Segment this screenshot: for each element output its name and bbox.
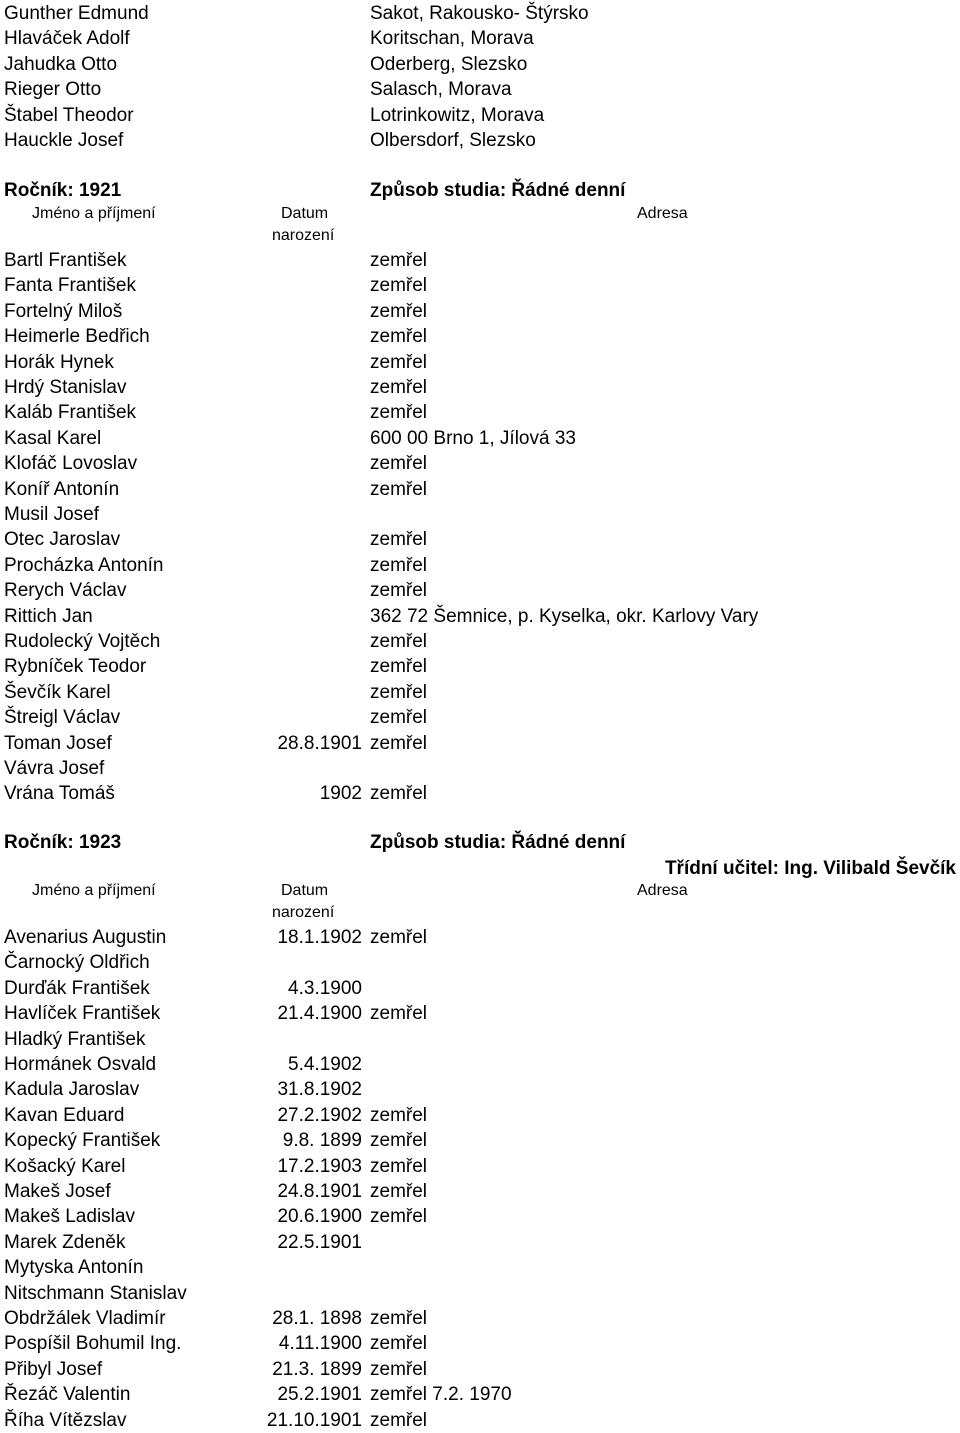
table-row [0,375,960,400]
address-or-status: zemřel [370,529,428,551]
student-name: Marek Zdeněk [4,1231,126,1253]
student-name: Rudolecký Vojtěch [4,631,161,652]
student-name: Řezáč Valentin [4,1384,131,1406]
student-name: Rittich Jan [4,605,93,627]
table-row [0,128,960,153]
table-row [0,77,960,102]
table-row [0,1281,960,1306]
table-row [0,1408,960,1433]
table-row [0,1255,960,1280]
birth-date: 9.8. 1899 [282,1130,362,1152]
header-date-1921: Datum [281,205,329,222]
table-row [0,553,960,578]
student-name: Fortelný Miloš [4,300,123,322]
birth-date: 21.3. 1899 [272,1358,362,1380]
birth-date: 18.1.1902 [277,927,362,948]
birth-date: 4.11.1900 [278,1333,362,1355]
table-row [0,1331,960,1356]
student-name: Jahudka Otto [4,53,118,75]
address-or-status: zemřel [370,681,428,703]
address-or-status: 600 00 Brno 1, Jílová 33 [370,427,576,449]
birth-date: 22.5.1901 [277,1231,362,1253]
table-row [0,103,960,128]
address-or-status: zemřel [370,1104,428,1126]
birth-date: 27.2.1902 [277,1104,362,1126]
student-name: Hlaváček Adolf [4,28,130,50]
table-row [0,248,960,273]
table-row [0,527,960,552]
address-or-status: zemřel [370,250,428,271]
table-row [0,52,960,77]
student-name: Klofáč Lovoslav [4,453,138,475]
student-name: Štreigl Václav [4,707,121,729]
student-name: Kopecký František [4,1130,161,1152]
student-name: Gunther Edmund [4,3,149,24]
table-row [0,502,960,527]
student-name: Koníř Antonín [4,478,120,500]
table-row [0,451,960,476]
table-row [0,976,960,1001]
address-or-status: zemřel [370,580,428,602]
table-row [0,1154,960,1179]
table-row [0,324,960,349]
address-or-status: Olbersdorf, Slezsko [370,130,536,151]
table-row [0,1204,960,1229]
address-or-status: zemřel [370,656,428,678]
birth-date: 25.2.1901 [277,1384,362,1406]
birth-date: 21.4.1900 [277,1003,362,1025]
address-or-status: zemřel [370,453,428,475]
table-row [0,578,960,603]
table-row [0,1077,960,1102]
table-row [0,705,960,730]
student-name: Avenarius Augustin [4,927,167,948]
address-or-status: zemřel [370,1358,428,1380]
student-name: Kavan Eduard [4,1104,125,1126]
student-name: Otec Jaroslav [4,529,121,551]
table-row [0,400,960,425]
address-or-status: 362 72 Šemnice, p. Kyselka, okr. Karlovy Vary [370,605,759,627]
birth-date: 28.1. 1898 [272,1308,362,1329]
birth-date: 31.8.1902 [277,1079,362,1101]
birth-date: 5.4.1902 [288,1054,362,1075]
student-name: Toman Josef [4,732,112,754]
table-row [0,680,960,705]
student-name: Hormánek Osvald [4,1054,157,1075]
student-name: Rieger Otto [4,79,102,101]
table-row [0,1357,960,1382]
student-name: Hauckle Josef [4,130,124,151]
class-teacher: Třídní učitel: Ing. Vilibald Ševčík [664,858,956,879]
address-or-status: zemřel [370,300,428,322]
address-or-status: Sakot, Rakousko- Štýrsko [370,3,589,24]
birth-date: 1902 [319,783,362,805]
address-or-status: zemřel [370,351,428,373]
student-name: Obdržálek Vladimír [4,1308,166,1329]
student-name: Kadula Jaroslav [4,1079,140,1101]
table-row [0,950,960,975]
address-or-status: zemřel [370,1155,428,1177]
header-date-sub-1923: narození [272,904,335,921]
study-mode-1923: Způsob studia: Řádné denní [370,832,626,853]
header-name-1923: Jméno a příjmení [32,882,156,899]
header-name-1921: Jméno a příjmení [32,205,156,222]
address-or-status: Lotrinkowitz, Morava [370,104,545,126]
header-date-1923: Datum [281,882,329,899]
table-row [0,477,960,502]
student-name: Havlíček František [4,1003,161,1025]
student-name: Říha Vítězslav [4,1409,127,1431]
table-row [0,781,960,806]
student-name: Rybníček Teodor [4,656,147,678]
address-or-status: Koritschan, Morava [370,28,534,50]
table-row [0,654,960,679]
birth-date: 21.10.1901 [266,1409,362,1431]
student-name: Hrdý Stanislav [4,377,127,398]
table-row [0,273,960,298]
student-name: Musil Josef [4,504,100,525]
table-row [0,426,960,451]
student-name: Štabel Theodor [4,104,134,126]
student-name: Pospíšil Bohumil Ing. [4,1333,182,1355]
address-or-status: zemřel [370,927,428,948]
address-or-status: zemřel [370,1206,428,1228]
header-date-sub-1921: narození [272,227,335,244]
student-name: Rerych Václav [4,580,127,602]
table-row [0,1230,960,1255]
table-row [0,756,960,781]
table-row [0,1052,960,1077]
birth-date: 24.8.1901 [277,1181,362,1202]
address-or-status: zemřel [370,402,428,424]
birth-date: 17.2.1903 [277,1155,362,1177]
student-name: Vrána Tomáš [4,783,115,805]
year-1921-label: Ročník: 1921 [4,180,122,201]
table-row [0,1027,960,1052]
student-name: Makeš Josef [4,1181,111,1202]
student-name: Makeš Ladislav [4,1206,135,1228]
student-name: Ševčík Karel [4,681,111,703]
table-row [0,1306,960,1331]
address-or-status: zemřel [370,707,428,729]
student-name: Procházka Antonín [4,554,164,576]
student-name: Horák Hynek [4,351,114,373]
address-or-status: zemřel [370,732,428,754]
address-or-status: zemřel [370,275,428,297]
address-or-status: zemřel [370,478,428,500]
table-row [0,731,960,756]
table-row [0,1382,960,1407]
table-row [0,26,960,51]
table-row [0,629,960,654]
table-row [0,1,960,26]
address-or-status: zemřel [370,1003,428,1025]
address-or-status: zemřel 7.2. 1970 [370,1384,512,1406]
table-row [0,1179,960,1204]
student-name: Durďák František [4,977,150,999]
birth-date: 20.6.1900 [277,1206,362,1228]
student-name: Přibyl Josef [4,1358,103,1380]
header-address-1923: Adresa [637,882,688,899]
table-row [0,1128,960,1153]
student-name: Nitschmann Stanislav [4,1282,187,1304]
student-name: Kasal Karel [4,427,102,449]
address-or-status: zemřel [370,1181,428,1202]
student-name: Fanta František [4,275,136,297]
address-or-status: zemřel [370,1130,428,1152]
student-name: Heimerle Bedřich [4,326,150,348]
birth-date: 28.8.1901 [277,732,362,754]
address-or-status: zemřel [370,631,428,652]
header-address-1921: Adresa [637,205,688,222]
table-row [0,299,960,324]
table-row [0,350,960,375]
address-or-status: Salasch, Morava [370,79,512,101]
study-mode-1921: Způsob studia: Řádné denní [370,180,626,201]
address-or-status: zemřel [370,1409,428,1431]
address-or-status: zemřel [370,783,428,805]
student-name: Vávra Josef [4,758,105,779]
table-row [0,1001,960,1026]
table-row [0,604,960,629]
student-name: Čarnocký Oldřich [4,952,150,974]
address-or-status: zemřel [370,377,428,398]
table-row [0,925,960,950]
student-name: Kaláb František [4,402,137,424]
address-or-status: Oderberg, Slezsko [370,53,528,75]
student-name: Bartl František [4,250,127,271]
student-name: Mytyska Antonín [4,1257,144,1279]
address-or-status: zemřel [370,554,428,576]
student-name: Hladký František [4,1028,146,1050]
address-or-status: zemřel [370,326,428,348]
table-row [0,1103,960,1128]
year-1923-label: Ročník: 1923 [4,832,122,853]
birth-date: 4.3.1900 [288,977,362,999]
student-name: Košacký Karel [4,1155,126,1177]
address-or-status: zemřel [370,1308,428,1329]
address-or-status: zemřel [370,1333,428,1355]
